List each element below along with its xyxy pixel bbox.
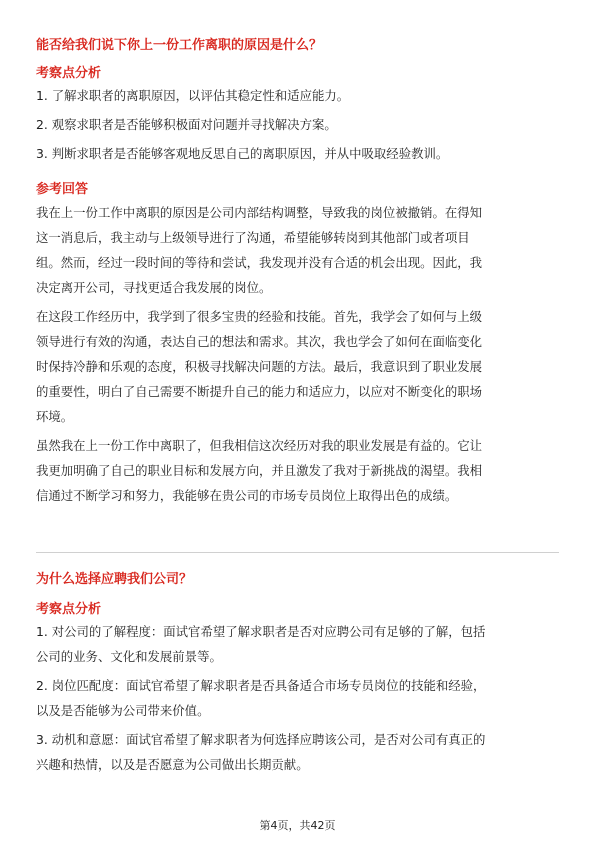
answer-line: 时保持冷静和乐观的态度，积极寻找解决问题的方法。最后，我意识到了职业发展 bbox=[36, 359, 483, 374]
answer-line: 虽然我在上一份工作中离职了，但我相信这次经历对我的职业发展是有益的。它让 bbox=[36, 438, 483, 453]
page-number: 第4页，共42页 bbox=[259, 819, 336, 832]
answer-line: 这一消息后，我主动与上级领导进行了沟通，希望能够转岗到其他部门或者项目 bbox=[36, 230, 470, 245]
analysis-heading-1: 考察点分析 bbox=[36, 66, 102, 81]
analysis-line: 公司的业务、文化和发展前景等。 bbox=[36, 649, 222, 664]
answer-line: 领导进行有效的沟通，表达自己的想法和需求。其次，我也学会了如何在面临变化 bbox=[36, 334, 483, 349]
analysis-item: 1. 了解求职者的离职原因，以评估其稳定性和适应能力。 bbox=[36, 88, 350, 103]
analysis-line: 1. 对公司的了解程度：面试官希望了解求职者是否对应聘公司有足够的了解，包括 bbox=[36, 624, 486, 639]
analysis-item: 3. 判断求职者是否能够客观地反思自己的离职原因，并从中吸取经验教训。 bbox=[36, 146, 449, 161]
answer-line: 决定离开公司，寻找更适合我发展的岗位。 bbox=[36, 280, 272, 295]
analysis-line: 兴趣和热情，以及是否愿意为公司做出长期贡献。 bbox=[36, 757, 309, 772]
analysis-heading-2: 考察点分析 bbox=[36, 602, 102, 617]
answer-line: 在这段工作经历中，我学到了很多宝贵的经验和技能。首先，我学会了如何与上级 bbox=[36, 309, 483, 324]
question-1-title: 能否给我们说下你上一份工作离职的原因是什么？ bbox=[36, 38, 323, 53]
answer-line: 我更加明确了自己的职业目标和发展方向，并且激发了我对于新挑战的渴望。我相 bbox=[36, 463, 483, 478]
answer-line: 组。然而，经过一段时间的等待和尝试，我发现并没有合适的机会出现。因此，我 bbox=[36, 255, 483, 270]
answer-heading: 参考回答 bbox=[36, 182, 89, 197]
section-divider bbox=[36, 552, 559, 553]
question-2-title: 为什么选择应聘我们公司？ bbox=[36, 572, 193, 587]
analysis-item: 2. 观察求职者是否能够积极面对问题并寻找解决方案。 bbox=[36, 117, 337, 132]
analysis-line: 2. 岗位匹配度：面试官希望了解求职者是否具备适合市场专员岗位的技能和经验， bbox=[36, 678, 486, 693]
answer-line: 的重要性，明白了自己需要不断提升自己的能力和适应力，以应对不断变化的职场 bbox=[36, 384, 483, 399]
answer-line: 信通过不断学习和努力，我能够在贵公司的市场专员岗位上取得出色的成绩。 bbox=[36, 488, 458, 503]
answer-line: 我在上一份工作中离职的原因是公司内部结构调整，导致我的岗位被撤销。在得知 bbox=[36, 205, 483, 220]
analysis-line: 以及是否能够为公司带来价值。 bbox=[36, 703, 210, 718]
analysis-line: 3. 动机和意愿：面试官希望了解求职者为何选择应聘该公司，是否对公司有真正的 bbox=[36, 732, 486, 747]
answer-line: 环境。 bbox=[36, 409, 74, 424]
